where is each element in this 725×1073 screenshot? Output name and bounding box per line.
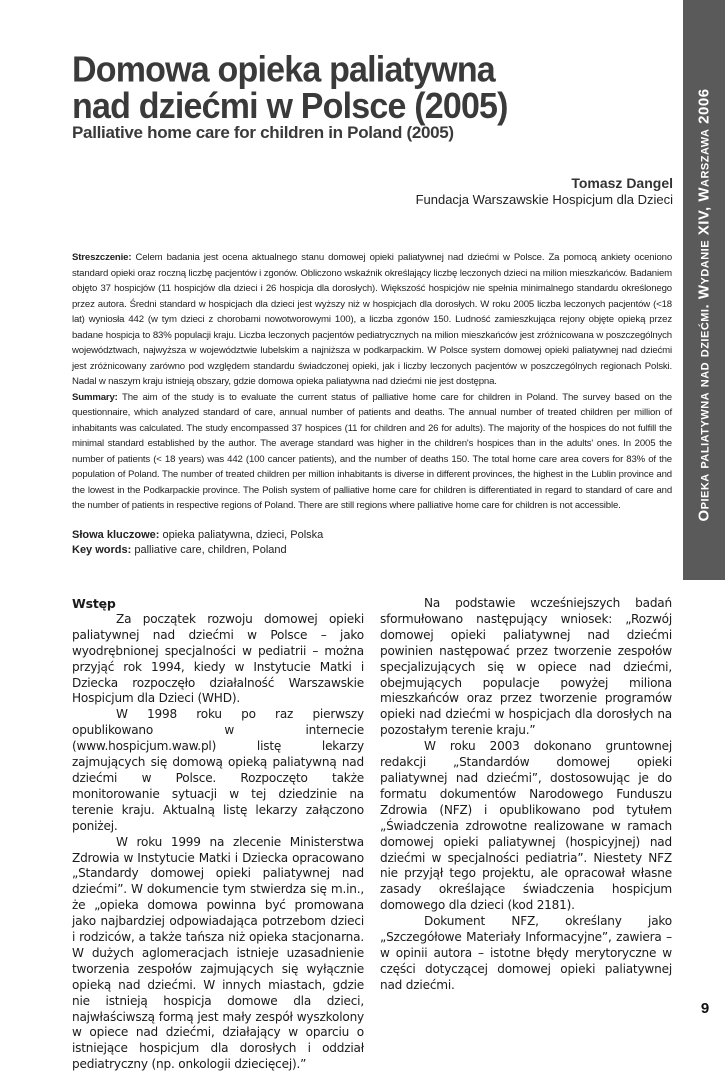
article-subtitle: Palliative home care for children in Poland (2005) [72,123,454,142]
abstract-polish-text: Celem badania jest ocena aktualnego stanu domowej opieki paliatywnej nad dziećmi w Polsce. Za pomocą ankiety oceniono standard opieki oraz roczną liczbę pacjentów i zgonów. Obliczono wskaźnik określający liczbę leczonych dzieci na milion mieszkańców. Badaniem objęto 37 hospicjów (11 hospicjów dla dzieci i 26 hospicja dla dorosłych). Większość hospicjów nie spełnia minimalnego standardu określonego przez autora. Średni standard w hospicjach dla dzieci jest wyższy niż w hospicjach dla dorosłych. W roku 2005 liczba leczonych pacjentów (<18 lat) wyniosła 442 (w tym dzieci z chorobami nowotworowymi 100), a liczba zgonów 150. Ludność zamieszkująca rejony objęte opieką przez badane hospicja to 83% populacji kraju. Liczba leczonych pacjentów pediatrycznych na milion mieszkańców jest zróżnicowana w poszczególnych województwach, najwyższa w województwie lubelskim a najniższa w podkarpackim. W Polsce system domowej opieki paliatywnej nad dziećmi jest zróżnicowany zarówno pod względem standardu świadczonej opieki, jak i liczby leczonych pacjentów w poszczególnych regionach Polski. Nadal w naszym kraju istnieją obszary, gdzie domowa opieka paliatywna nad dziećmi nie jest dostępna. [72,252,673,387]
body-paragraph: W roku 2003 dokonano gruntownej redakcji „Standardów domowej opieki paliatywnej nad dziećmi”, dostosowując je do formatu dokumentów Narodowego Funduszu Zdrowia (NFZ) i opublikowano pod tytułem „Świadczenia zdrowotne realizowane w ramach domowej opieki paliatywnej (hospicyjnej) nad dziećmi w specjalności pediatria”. Niestety NFZ nie przyjął tego projektu, ale opracował własne zasady określające świadczenia hospicjum domowego dla dzieci (kod 2181). [380,739,672,913]
abstract-polish-label: Streszczenie: [72,252,132,263]
keywords-polish-label: Słowa kluczowe: [72,529,160,541]
body-paragraph: Dokument NFZ, określany jako „Szczegółowe Materiały Informacyjne”, zawiera – w opinii autora – istotne błędy merytoryczne w części dotyczącej domowej opieki paliatywnej nad dziećmi. [380,914,672,992]
keywords [72,528,672,558]
keywords-english-text: palliative care, children, Poland [134,544,287,556]
abstract-english-label: Summary: [72,391,118,403]
body-column-left [72,596,364,1073]
abstract-english [72,390,672,514]
author-affiliation: Fundacja Warszawskie Hospicjum dla Dzieci [415,192,673,207]
page-number: 9 [700,1000,710,1017]
body-paragraph: Na podstawie wcześniejszych badań sformułowano następujący wniosek: „Rozwój domowej opieki paliatywnej nad dziećmi powinien następować przez tworzenie zespołów specjalizujących się w opiece nad dziećmi, obejmujących populacje powyżej miliona mieszkańców oraz przez tworzenie programów opieki nad dziećmi w hospicjach dla dorosłych na pozostałym terenie kraju.” [380,596,672,738]
title-line-1: Domowa opieka paliatywna [72,49,495,90]
body-paragraph: W 1998 roku po raz pierwszy opublikowano w internecie (www.hospicjum.waw.pl) listę lekarzy zajmujących się domową opieką paliatywną nad dziećmi w Polsce. Rozpoczęto także monitorowanie sytuacji w tej dziedzinie na terenie kraju. Aktualną listę lekarzy załączono poniżej. [72,707,364,833]
keywords-english-label: Key words: [72,544,132,556]
abstract-english-text: The aim of the study is to evaluate the current status of palliative home care for children in Poland. The survey based on the questionnaire, which analyzed standard of care, annual number of patients and deaths. The annual number of treated children per million of inhabitants was calculated. The study encompassed 37 hospices (11 for children and 26 for adults). The majority of the hospices do not fulfill the minimal standard established by the author. The average standard was higher in the children's hospices than in the adults' ones. In 2005 the number of patients (< 18 years) was 442 (100 cancer patients), and the number of deaths 150. The total home care area covers for 83% of the population of Poland. The number of treated children per million inhabitants is diverse in different provinces, the highest in the Lublin province and the lowest in the Podkarpackie province. The Polish system of palliative home care for children is differentiated in regard to standard of care and the number of patients in respective regions of Poland. There are still regions where palliative home care for children is not accessible. [72,391,672,511]
abstract [72,250,672,514]
sidebar-band [683,0,725,580]
author-name: Tomasz Dangel [571,175,673,191]
body-column-right [380,596,672,994]
sidebar [683,0,725,1024]
title-line-2: nad dziećmi w Polsce (2005) [72,86,508,127]
section-heading: Wstęp [72,596,116,611]
keywords-polish [72,528,672,543]
body-paragraph: W roku 1999 na zlecenie Ministerstwa Zdrowia w Instytucie Matki i Dziecka opracowano „Standardy domowej opieki paliatywnej nad dziećmi”. W dokumencie tym stwierdza się m.in., że „opieka domowa powinna być promowana jako najbardziej odpowiadająca potrzebom dzieci i rodziców, a także tańsza niż opieka stacjonarna. W dużych aglomeracjach istnieje uzasadnienie tworzenia zespołów zajmujących się wyłącznie opieką nad dziećmi. W innych miastach, gdzie nie istnieją hospicja domowe dla dzieci, najwłaściwszą formą jest mały zespół wyszkolony w opiece nad dziećmi, działający w oparciu o istniejące hospicjum dla dorosłych i oddział pediatryczny (np. onkologii dziecięcej).” [72,834,364,1072]
article-title [72,49,672,127]
keywords-english [72,543,672,558]
body-paragraph: Za początek rozwoju domowej opieki paliatywnej nad dziećmi w Polsce – jako wyodrębnionej specjalności w pediatrii – można przyjąć rok 1994, kiedy w Instytucie Matki i Dziecka rozpoczęło działalność Warszawskie Hospicjum dla Dzieci (WHD). [72,611,364,706]
running-header: Opieka paliatywna nad dziećmi. Wydanie XIV, Warszawa 2006 [695,88,713,522]
abstract-polish [72,250,672,390]
keywords-polish-text: opieka paliatywna, dzieci, Polska [162,529,324,541]
